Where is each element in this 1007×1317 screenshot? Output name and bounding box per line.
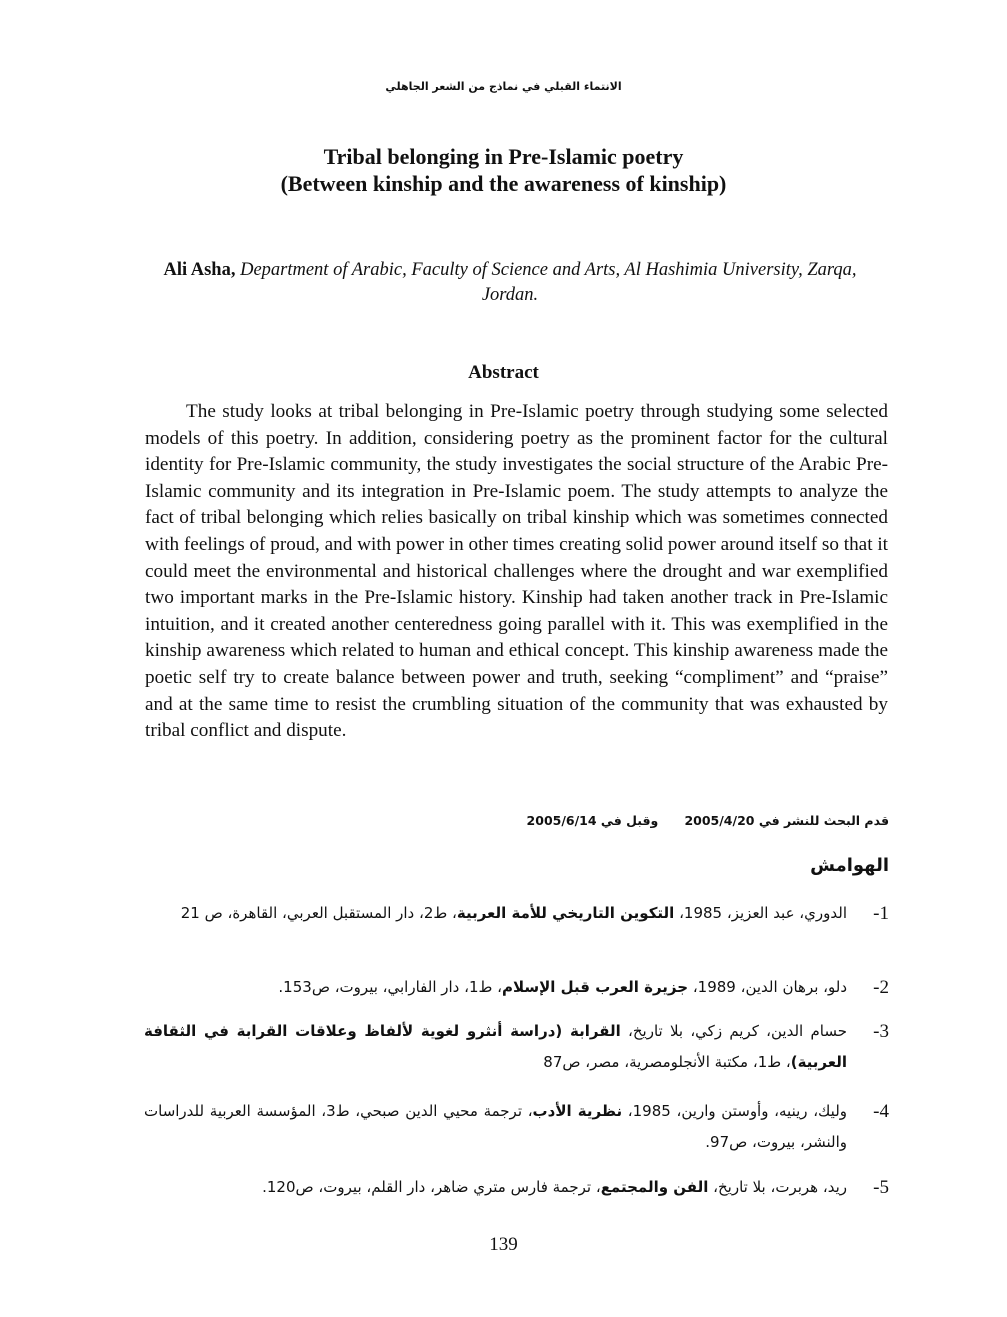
footnote-5 — [144, 1172, 889, 1203]
footnote-publisher: ، ط2، دار المستقبل العربي، القاهرة، ص 21 — [180, 904, 457, 922]
footnote-number: -1 — [873, 903, 889, 924]
footnote-number: -5 — [873, 1177, 889, 1198]
submitted-label: قدم البحث للنشر في — [758, 813, 889, 828]
author-affiliation — [150, 258, 870, 308]
footnote-author: ريد، هربرت، بلا تاريخ، — [708, 1178, 847, 1196]
footnote-3 — [144, 1016, 889, 1078]
footnote-4 — [144, 1096, 889, 1158]
footnote-book-title: جزيرة العرب قبل الإسلام — [502, 978, 689, 996]
submitted-date: 2005/4/20 — [684, 813, 755, 828]
footnote-publisher: ، ط1، مكتبة الأنجلومصرية، مصر، ص87 — [543, 1053, 791, 1071]
footnote-text — [144, 1016, 847, 1078]
running-header: الانتماء القبلي في نماذج من الشعر الجاهلي — [385, 80, 622, 93]
abstract-text: The study looks at tribal belonging in Pre-Islamic poetry through studying some selected models of this poetry. In addition, considering poetry as the prominent factor for the cultural identity for Pre-Islamic community, the study investigates the social structure of the Arabic Pre-Islamic community and its integration in Pre-Islamic poem. The study attempts to analyze the fact of tribal belonging which relies basically on tribal kinship which was sometimes connected with feelings of proud, and with power in other times creating solid power around itself so that it could meet the environmental and historical challenges where the drought and war exemplified two important marks in the Pre-Islamic history. Kinship had taken another track in Pre-Islamic intuition, and it created another centeredness going parallel with it. This was exemplified in the kinship awareness which related to human and ethical concept. This kinship awareness made the poetic self try to create balance between power and truth, seeking “compliment” and “praise” and at the same time to resist the crumbling situation of the community that was exhausted by tribal conflict and dispute. — [145, 401, 888, 742]
footnote-number: -3 — [873, 1021, 889, 1042]
footnote-text — [144, 1172, 847, 1203]
accepted-date: 2005/6/14 — [526, 813, 597, 828]
affiliation-text: Department of Arabic, Faculty of Science and Arts, Al Hashimia University, Zarqa, Jordan. — [240, 260, 857, 305]
notes-heading: الهوامش — [810, 855, 889, 876]
footnote-publisher: ، ط1، دار الفارابي، بيروت، ص153. — [278, 978, 502, 996]
footnote-author: وليك، رينيه، وأوستن وارين، 1985، — [622, 1102, 848, 1120]
footnote-author: حسام الدين، كريم زكي، بلا تاريخ، — [620, 1022, 847, 1040]
footnote-book-title: القرابة (دراسة أنثرو لغوية لألفاظ وعلاقات القرابة في الثقافة العربية) — [144, 1022, 847, 1071]
footnote-text — [144, 898, 847, 929]
footnote-publisher: ، ترجمة محيي الدين صبحي، ط3، المؤسسة العربية للدراسات والنشر، بيروت، ص97. — [144, 1102, 847, 1151]
footnote-book-title: التكوين التاريخي للأمة العربية — [456, 904, 675, 922]
footnote-author: الدوري، عبد العزيز، 1985، — [674, 904, 847, 922]
title-line-2: (Between kinship and the awareness of kinship) — [280, 171, 727, 196]
footnote-publisher: ، ترجمة فارس متري ضاهر، دار القلم، بيروت، ص120. — [262, 1178, 601, 1196]
abstract-heading: Abstract — [468, 362, 539, 383]
footnote-text — [144, 972, 847, 1003]
page-number: 139 — [489, 1234, 518, 1255]
title-line-1: Tribal belonging in Pre-Islamic poetry — [323, 144, 684, 169]
author-name: Ali Asha, — [163, 260, 236, 280]
footnote-author: دلو، برهان الدين، 1989، — [688, 978, 847, 996]
footnote-book-title: الفن والمجتمع — [600, 1178, 709, 1196]
paper-title — [0, 143, 1007, 197]
submission-dates — [527, 813, 889, 828]
accepted-label: وقبل في — [600, 813, 659, 828]
footnote-2 — [144, 972, 889, 1003]
footnote-number: -2 — [873, 977, 889, 998]
footnote-1 — [144, 898, 889, 929]
footnote-number: -4 — [873, 1101, 889, 1122]
footnote-book-title: نظرية الأدب — [532, 1102, 623, 1120]
footnote-text — [144, 1096, 847, 1158]
